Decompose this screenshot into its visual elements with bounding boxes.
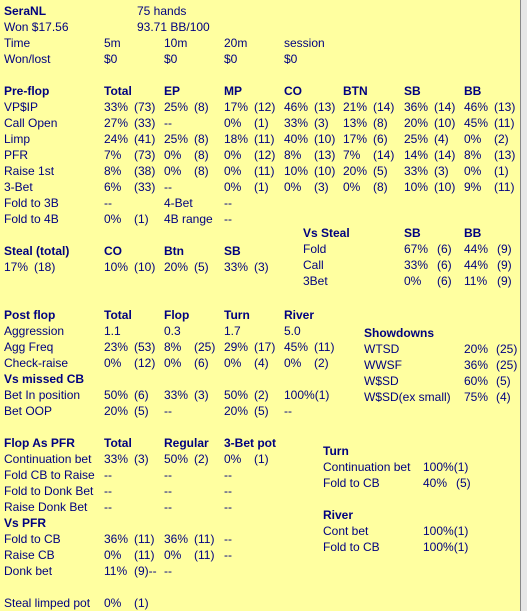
- preflop-cell-count: (12): [254, 148, 276, 162]
- flop-pfr-row-label: Fold to Donk Bet: [4, 484, 94, 498]
- preflop-cell-count: (33): [134, 116, 156, 130]
- vs-pfr-cell-value: --: [224, 532, 232, 546]
- preflop-cell-count: (41): [134, 132, 156, 146]
- preflop-cell-count: (3): [434, 164, 449, 178]
- preflop-title: Pre-flop: [4, 84, 50, 98]
- fold-to-3b-value: --: [104, 196, 112, 210]
- postflop-cell-count: (17): [254, 340, 276, 354]
- steal-total-count: (18): [34, 260, 56, 274]
- flop-pfr-cell-value: 33%: [104, 452, 129, 466]
- river-cbet-value: 100%(1): [423, 524, 469, 538]
- vs-steal-title: Vs Steal: [303, 226, 350, 240]
- four-bet-label: 4-Bet: [164, 196, 193, 210]
- flop-pfr-cell-value: --: [104, 500, 112, 514]
- postflop-row-label: Agg Freq: [4, 340, 54, 354]
- flop-pfr-cell-count: (3): [134, 452, 149, 466]
- postflop-cell-value: 8%: [164, 340, 182, 354]
- river-fold-cb-value: 100%(1): [423, 540, 469, 554]
- river-cbet-label: Cont bet: [323, 524, 369, 538]
- flop-pfr-cell-value: --: [164, 468, 172, 482]
- steal-btn-count: (5): [194, 260, 209, 274]
- postflop-cell-count: (25): [194, 340, 216, 354]
- flop-pfr-col-total: Total: [104, 436, 132, 450]
- vs-pfr-row-label: Donk bet: [4, 564, 53, 578]
- vs-pfr-row-label: Raise CB: [4, 548, 55, 562]
- vs-steal-col-bb: BB: [464, 226, 482, 240]
- four-bet-range-value: --: [224, 212, 232, 226]
- vs-steal-cell-value: 33%: [404, 258, 429, 272]
- vs-steal-cell-count: (6): [437, 242, 452, 256]
- preflop-col-sb: SB: [404, 84, 421, 98]
- preflop-cell-value: 40%: [284, 132, 309, 146]
- preflop-cell-count: (11): [494, 116, 515, 130]
- aggression-label: Aggression: [4, 324, 65, 338]
- showdowns-row-count: (25): [496, 342, 518, 356]
- postflop-col-total: Total: [104, 308, 132, 322]
- wonlost-label: Won/lost: [4, 52, 51, 66]
- steal-co-count: (10): [134, 260, 156, 274]
- postflop-col-turn: Turn: [224, 308, 250, 322]
- vs-steal-cell-value: 44%: [464, 242, 489, 256]
- showdowns-row-label: WWSF: [364, 358, 402, 372]
- vs-steal-cell-value: 0%: [404, 274, 422, 288]
- vs-pfr-row-label: Fold to CB: [4, 532, 61, 546]
- postflop-cell-value: 29%: [224, 340, 249, 354]
- showdowns-row-count: (5): [496, 374, 511, 388]
- preflop-cell-count: (38): [134, 164, 156, 178]
- preflop-cell-value: 0%: [343, 180, 361, 194]
- hands-count: 75 hands: [137, 4, 187, 18]
- preflop-cell-count: (12): [254, 100, 276, 114]
- vs-steal-cell-value: 44%: [464, 258, 489, 272]
- flop-pfr-row-label: Raise Donk Bet: [4, 500, 88, 514]
- preflop-cell-count: (13): [494, 148, 516, 162]
- preflop-cell-value: 0%: [224, 180, 242, 194]
- vs-missed-cb-cell-value: 100%(1): [284, 388, 330, 402]
- vs-missed-cb-cell-count: (5): [254, 404, 269, 418]
- preflop-cell-count: (14): [373, 148, 395, 162]
- preflop-row-label: VP$IP: [4, 100, 39, 114]
- preflop-cell-count: (10): [434, 116, 456, 130]
- vs-steal-cell-value: 11%: [464, 274, 488, 288]
- vs-missed-cb-row-label: Bet OOP: [4, 404, 53, 418]
- fold-to-4b-value: 0%: [104, 212, 122, 226]
- preflop-cell-value: 25%: [164, 132, 189, 146]
- turn-fold-cb-value: 40%: [423, 476, 448, 490]
- preflop-cell-value: --: [164, 180, 172, 194]
- steal-col-btn: Btn: [164, 244, 184, 258]
- preflop-cell-value: 6%: [104, 180, 122, 194]
- flop-pfr-title: Flop As PFR: [4, 436, 75, 450]
- preflop-col-btn: BTN: [343, 84, 368, 98]
- vs-steal-cell-count: (9): [497, 242, 512, 256]
- preflop-cell-count: (8): [194, 164, 209, 178]
- steal-sb-value: 33%: [224, 260, 249, 274]
- preflop-cell-value: 9%: [464, 180, 482, 194]
- flop-pfr-row-label: Continuation bet: [4, 452, 92, 466]
- preflop-cell-value: 21%: [343, 100, 368, 114]
- wonlost-10m: $0: [164, 52, 178, 66]
- preflop-cell-value: 13%: [343, 116, 368, 130]
- preflop-row-label: PFR: [4, 148, 28, 162]
- preflop-cell-value: 0%: [464, 132, 482, 146]
- vs-pfr-cell-count: (11): [194, 532, 215, 546]
- four-bet-value: --: [224, 196, 232, 210]
- vs-missed-cb-cell-count: (3): [194, 388, 209, 402]
- preflop-cell-value: 0%: [464, 164, 482, 178]
- preflop-cell-value: 24%: [104, 132, 129, 146]
- time-col-20m: 20m: [224, 36, 248, 50]
- wonlost-20m: $0: [224, 52, 238, 66]
- time-col-5m: 5m: [104, 36, 121, 50]
- preflop-cell-value: 20%: [343, 164, 368, 178]
- flop-pfr-cell-value: --: [164, 500, 172, 514]
- preflop-col-mp: MP: [224, 84, 242, 98]
- preflop-cell-value: 0%: [224, 116, 242, 130]
- preflop-cell-count: (11): [254, 132, 275, 146]
- preflop-cell-value: 14%: [404, 148, 429, 162]
- vs-pfr-cell-count: (9)--: [134, 564, 157, 578]
- preflop-cell-count: (10): [434, 180, 456, 194]
- steal-co-value: 10%: [104, 260, 129, 274]
- preflop-cell-value: 8%: [284, 148, 302, 162]
- postflop-cell-count: (6): [194, 356, 209, 370]
- preflop-col-co: CO: [284, 84, 302, 98]
- flop-pfr-cell-value: 50%: [164, 452, 189, 466]
- fold-to-3b-label: Fold to 3B: [4, 196, 59, 210]
- preflop-cell-count: (33): [134, 180, 156, 194]
- won-amount: Won $17.56: [4, 20, 69, 34]
- vs-pfr-cell-value: 0%: [104, 548, 122, 562]
- steal-btn-value: 20%: [164, 260, 189, 274]
- fold-to-4b-label: Fold to 4B: [4, 212, 59, 226]
- preflop-cell-count: (14): [434, 100, 456, 114]
- preflop-cell-value: 0%: [164, 148, 182, 162]
- vs-missed-cb-title: Vs missed CB: [4, 372, 85, 386]
- preflop-cell-count: (13): [494, 100, 516, 114]
- preflop-cell-count: (11): [494, 180, 515, 194]
- time-col-session: session: [284, 36, 325, 50]
- flop-pfr-cell-value: --: [164, 484, 172, 498]
- flop-pfr-col-3bet-pot: 3-Bet pot: [224, 436, 276, 450]
- postflop-cell-value: 45%: [284, 340, 309, 354]
- time-col-10m: 10m: [164, 36, 188, 50]
- preflop-cell-count: (11): [254, 164, 275, 178]
- steal-limped-value: 0%: [104, 596, 122, 610]
- turn-cbet-label: Continuation bet: [323, 460, 411, 474]
- wonlost-5m: $0: [104, 52, 118, 66]
- preflop-cell-value: 36%: [404, 100, 429, 114]
- flop-pfr-cell-value: --: [104, 484, 112, 498]
- preflop-cell-value: 0%: [224, 164, 242, 178]
- time-label: Time: [4, 36, 31, 50]
- steal-total-value: 17%: [4, 260, 29, 274]
- preflop-cell-value: 20%: [404, 116, 429, 130]
- flop-pfr-cell-value: --: [224, 468, 232, 482]
- preflop-cell-value: 8%: [104, 164, 122, 178]
- flop-pfr-cell-value: --: [104, 468, 112, 482]
- flop-pfr-cell-count: (1): [254, 452, 269, 466]
- aggression-total: 1.1: [104, 324, 121, 338]
- showdowns-row-count: (4): [496, 390, 511, 404]
- preflop-cell-value: 7%: [343, 148, 361, 162]
- preflop-cell-count: (8): [373, 180, 388, 194]
- steal-limped-label: Steal limped pot: [4, 596, 91, 610]
- preflop-cell-value: 0%: [164, 164, 182, 178]
- vs-steal-row-label: 3Bet: [303, 274, 328, 288]
- postflop-cell-count: (11): [314, 340, 335, 354]
- showdowns-row-value: 60%: [464, 374, 489, 388]
- preflop-cell-value: 33%: [404, 164, 429, 178]
- vs-missed-cb-row-label: Bet In position: [4, 388, 81, 402]
- preflop-cell-value: 27%: [104, 116, 129, 130]
- steal-limped-count: (1): [134, 596, 149, 610]
- vs-steal-col-sb: SB: [404, 226, 421, 240]
- preflop-cell-count: (2): [494, 132, 509, 146]
- preflop-row-label: 3-Bet: [4, 180, 33, 194]
- preflop-cell-value: 0%: [224, 148, 242, 162]
- showdowns-row-label: WTSD: [364, 342, 400, 356]
- vs-missed-cb-cell-value: --: [164, 404, 172, 418]
- postflop-cell-value: 0%: [284, 356, 302, 370]
- turn-fold-cb-label: Fold to CB: [323, 476, 380, 490]
- vs-missed-cb-cell-value: 20%: [224, 404, 249, 418]
- vs-missed-cb-cell-value: 33%: [164, 388, 189, 402]
- preflop-cell-count: (8): [194, 132, 209, 146]
- flop-pfr-cell-value: --: [224, 500, 232, 514]
- steal-col-co: CO: [104, 244, 122, 258]
- preflop-cell-count: (10): [314, 164, 336, 178]
- vs-pfr-cell-value: 11%: [104, 564, 128, 578]
- preflop-cell-count: (8): [194, 100, 209, 114]
- vs-pfr-cell-value: 36%: [164, 532, 189, 546]
- postflop-cell-value: 23%: [104, 340, 129, 354]
- preflop-cell-value: 17%: [343, 132, 368, 146]
- preflop-cell-value: 25%: [404, 132, 429, 146]
- preflop-cell-count: (1): [254, 180, 269, 194]
- steal-col-sb: SB: [224, 244, 241, 258]
- vs-steal-cell-count: (6): [437, 274, 452, 288]
- preflop-cell-count: (14): [373, 100, 395, 114]
- preflop-cell-value: 8%: [464, 148, 482, 162]
- vs-missed-cb-cell-count: (2): [254, 388, 269, 402]
- preflop-cell-value: 7%: [104, 148, 122, 162]
- postflop-cell-count: (2): [314, 356, 329, 370]
- preflop-col-ep: EP: [164, 84, 181, 98]
- preflop-cell-count: (1): [254, 116, 269, 130]
- preflop-cell-value: --: [164, 116, 172, 130]
- preflop-cell-count: (4): [434, 132, 449, 146]
- preflop-cell-count: (3): [314, 116, 329, 130]
- vs-pfr-cell-count: (11): [194, 548, 215, 562]
- postflop-title: Post flop: [4, 308, 56, 322]
- aggression-turn: 1.7: [224, 324, 241, 338]
- flop-pfr-cell-value: 0%: [224, 452, 242, 466]
- preflop-cell-count: (5): [373, 164, 388, 178]
- preflop-cell-value: 10%: [284, 164, 309, 178]
- flop-pfr-col-regular: Regular: [164, 436, 209, 450]
- showdowns-title: Showdowns: [364, 326, 434, 340]
- flop-pfr-row-label: Fold CB to Raise: [4, 468, 95, 482]
- flop-pfr-cell-count: (2): [194, 452, 209, 466]
- turn-cbet-value: 100%(1): [423, 460, 469, 474]
- river-title: River: [323, 508, 354, 522]
- showdowns-row-value: 36%: [464, 358, 489, 372]
- preflop-cell-count: (73): [134, 148, 156, 162]
- preflop-cell-value: 25%: [164, 100, 189, 114]
- vs-missed-cb-cell-count: (5): [134, 404, 149, 418]
- vs-pfr-cell-value: --: [164, 564, 172, 578]
- postflop-cell-value: 0%: [164, 356, 182, 370]
- vs-pfr-cell-value: --: [224, 548, 232, 562]
- preflop-cell-value: 33%: [104, 100, 129, 114]
- preflop-col-bb: BB: [464, 84, 482, 98]
- preflop-cell-count: (14): [434, 148, 456, 162]
- postflop-cell-count: (12): [134, 356, 156, 370]
- preflop-cell-value: 46%: [464, 100, 489, 114]
- preflop-row-label: Call Open: [4, 116, 58, 130]
- preflop-cell-value: 17%: [224, 100, 249, 114]
- postflop-col-river: River: [284, 308, 315, 322]
- preflop-cell-value: 45%: [464, 116, 489, 130]
- preflop-cell-count: (6): [373, 132, 388, 146]
- preflop-cell-value: 0%: [284, 180, 302, 194]
- vs-steal-cell-count: (6): [437, 258, 452, 272]
- showdowns-row-label: W$SD: [364, 374, 399, 388]
- vs-pfr-cell-value: 0%: [164, 548, 182, 562]
- vs-missed-cb-cell-value: 50%: [224, 388, 249, 402]
- vs-steal-row-label: Fold: [303, 242, 327, 256]
- preflop-cell-count: (13): [314, 100, 336, 114]
- postflop-row-label: Check-raise: [4, 356, 69, 370]
- preflop-cell-value: 18%: [224, 132, 249, 146]
- vs-pfr-cell-count: (11): [134, 548, 155, 562]
- preflop-cell-count: (8): [373, 116, 388, 130]
- aggression-flop: 0.3: [164, 324, 181, 338]
- showdowns-row-label: W$SD(ex small): [364, 390, 451, 404]
- postflop-cell-value: 0%: [104, 356, 122, 370]
- preflop-cell-value: 33%: [284, 116, 309, 130]
- vertical-scrollbar[interactable]: [521, 0, 527, 611]
- vs-steal-row-label: Call: [303, 258, 324, 272]
- preflop-col-total: Total: [104, 84, 132, 98]
- vs-pfr-cell-count: (11): [134, 532, 155, 546]
- preflop-cell-count: (13): [314, 148, 336, 162]
- showdowns-row-count: (25): [496, 358, 518, 372]
- postflop-col-flop: Flop: [164, 308, 190, 322]
- postflop-cell-count: (4): [254, 356, 269, 370]
- steal-title: Steal (total): [4, 244, 70, 258]
- vs-pfr-cell-value: 36%: [104, 532, 129, 546]
- turn-title: Turn: [323, 444, 349, 458]
- preflop-cell-count: (3): [314, 180, 329, 194]
- postflop-cell-value: 0%: [224, 356, 242, 370]
- river-fold-cb-label: Fold to CB: [323, 540, 380, 554]
- vs-missed-cb-cell-value: 50%: [104, 388, 129, 402]
- player-name: SeraNL: [4, 4, 47, 18]
- aggression-river: 5.0: [284, 324, 301, 338]
- vs-pfr-title: Vs PFR: [4, 516, 47, 530]
- preflop-cell-value: 46%: [284, 100, 309, 114]
- vs-steal-cell-value: 67%: [404, 242, 429, 256]
- bb-per-100: 93.71 BB/100: [137, 20, 210, 34]
- steal-sb-count: (3): [254, 260, 269, 274]
- vs-steal-cell-count: (9): [497, 274, 512, 288]
- preflop-row-label: Limp: [4, 132, 31, 146]
- vs-missed-cb-cell-count: (6): [134, 388, 149, 402]
- preflop-row-label: Raise 1st: [4, 164, 55, 178]
- turn-fold-cb-count: (5): [456, 476, 471, 490]
- flop-pfr-cell-value: --: [224, 484, 232, 498]
- preflop-cell-value: 10%: [404, 180, 429, 194]
- showdowns-row-value: 75%: [464, 390, 489, 404]
- postflop-cell-count: (53): [134, 340, 156, 354]
- preflop-cell-count: (1): [494, 164, 509, 178]
- fold-to-4b-count: (1): [134, 212, 149, 226]
- preflop-cell-count: (8): [194, 148, 209, 162]
- vs-missed-cb-cell-value: 20%: [104, 404, 129, 418]
- wonlost-session: $0: [284, 52, 298, 66]
- four-bet-range-label: 4B range: [164, 212, 213, 226]
- preflop-cell-count: (10): [314, 132, 336, 146]
- vs-missed-cb-cell-value: --: [284, 404, 292, 418]
- showdowns-row-value: 20%: [464, 342, 489, 356]
- vs-steal-cell-count: (9): [497, 258, 512, 272]
- preflop-cell-count: (73): [134, 100, 156, 114]
